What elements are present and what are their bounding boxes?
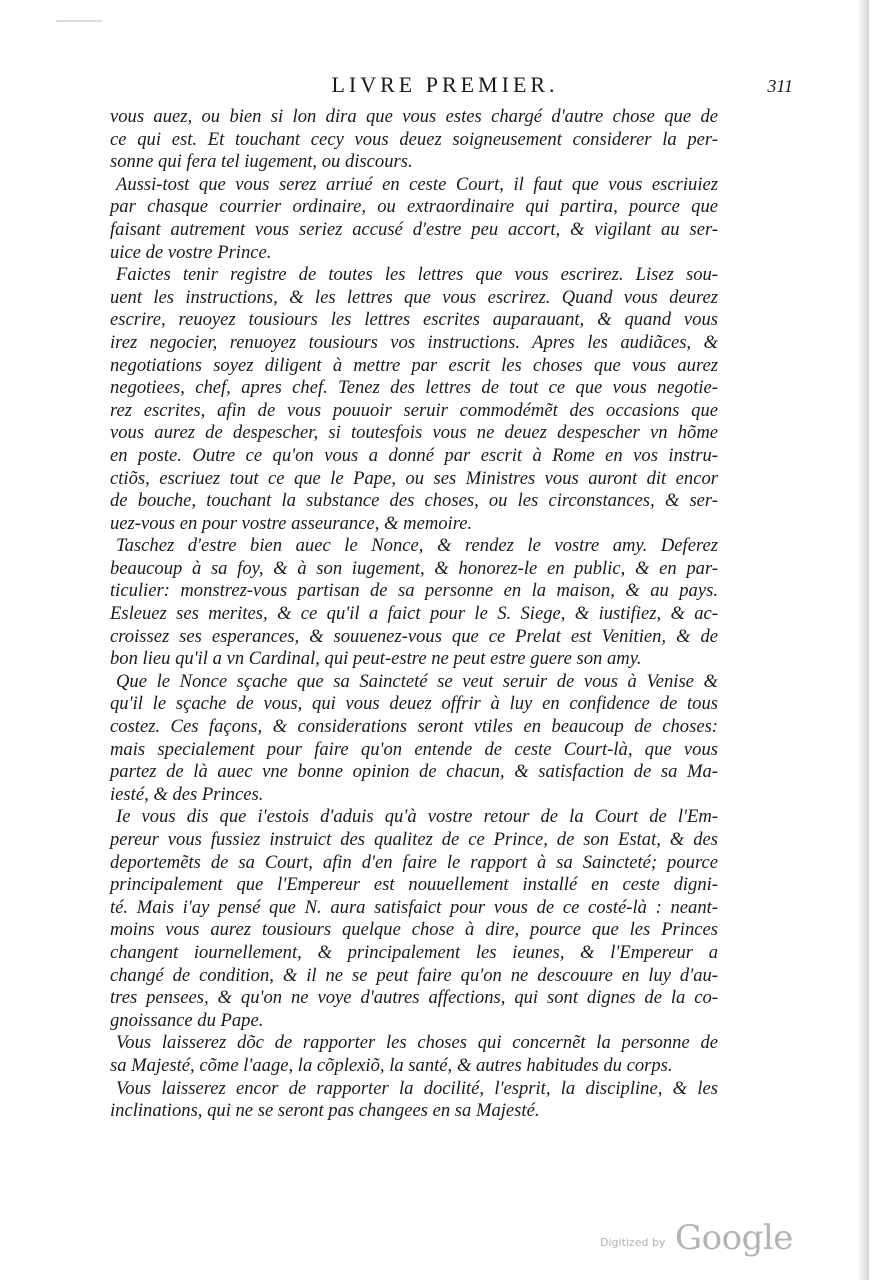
text-line: principalement que l'Empereur est nouuellement installé en ceste digni- bbox=[110, 874, 718, 896]
text-line: deportemẽts de sa Court, afin d'en faire le rapport à sa Saincteté; pource bbox=[110, 851, 718, 873]
text-line: inclinations, qui ne se seront pas changees en sa Majesté. bbox=[110, 1100, 540, 1122]
page-number: 311 bbox=[767, 76, 793, 96]
paragraph bbox=[110, 174, 718, 264]
digitization-watermark bbox=[600, 1218, 800, 1258]
paragraph bbox=[110, 535, 718, 671]
text-line: Vous laisserez dõc de rapporter les choses qui concernẽt la personne de bbox=[116, 1032, 718, 1054]
text-line: negotiees, chef, apres chef. Tenez des lettres de tout ce que vous negotie- bbox=[110, 377, 718, 399]
corner-mark bbox=[56, 0, 115, 22]
page-edge-shadow bbox=[857, 0, 869, 1280]
text-line: qu'il le sçache de vous, qui vous deuez offrir à luy en confidence de tous bbox=[110, 693, 718, 715]
text-line: ctiõs, escriuez tout ce que le Pape, ou ses Ministres vous auront dit encor bbox=[110, 467, 718, 489]
text-line: ticulier: monstrez-vous partisan de sa personne en la maison, & au pays. bbox=[110, 580, 718, 602]
text-line: changé de condition, & il ne se peut faire qu'on ne descouure en luy d'au- bbox=[110, 964, 718, 986]
text-line: uice de vostre Prince. bbox=[110, 241, 272, 263]
text-line: uent les instructions, & les lettres que vous escrirez. Quand vous deurez bbox=[110, 286, 718, 308]
text-line: té. Mais i'ay pensé que N. aura satisfaict pour vous de ce costé-là : neant- bbox=[110, 896, 718, 918]
text-line: sonne qui fera tel iugement, ou discours. bbox=[110, 151, 413, 173]
text-line: Que le Nonce sçache que sa Saincteté se veut seruir de vous à Venise & bbox=[116, 670, 718, 692]
text-line: ce qui est. Et touchant cecy vous deuez soigneusement considerer la per- bbox=[110, 128, 718, 150]
text-line: gnoissance du Pape. bbox=[110, 1009, 264, 1031]
running-head: LIVRE PREMIER. bbox=[331, 72, 559, 97]
paragraph bbox=[110, 106, 718, 174]
paragraph bbox=[110, 264, 718, 535]
text-line: irez negocier, renuoyez tousiours vos instructions. Apres les audiãces, & bbox=[110, 331, 718, 353]
text-line: uez-vous en pour vostre asseurance, & memoire. bbox=[110, 512, 473, 534]
text-line: Faictes tenir registre de toutes les lettres que vous escrirez. Lisez sou- bbox=[116, 264, 718, 286]
paragraph bbox=[110, 1032, 718, 1077]
text-line: tres pensees, & qu'on ne voye d'autres affections, qui sont dignes de la co- bbox=[110, 987, 718, 1009]
text-line: negotiations soyez diligent à mettre par escrit les choses que vous aurez bbox=[110, 354, 718, 376]
text-line: changent iournellement, & principalement les ieunes, & l'Empereur a bbox=[110, 941, 718, 963]
text-line: vous aurez de despescher, si toutesfois vous ne deuez despescher vn hõme bbox=[110, 422, 718, 444]
text-line: pereur vous fussiez instruict des qualitez de ce Prince, de son Estat, & des bbox=[110, 829, 718, 850]
body-text bbox=[110, 106, 718, 1123]
text-line: sa Majesté, cõme l'aage, la cõplexiõ, la santé, & autres habitudes du corps. bbox=[110, 1054, 673, 1076]
text-line: iesté, & des Princes. bbox=[110, 783, 264, 805]
text-line: vous auez, ou bien si lon dira que vous estes chargé d'autre chose que de bbox=[110, 106, 718, 127]
text-line: Ie vous dis que i'estois d'aduis qu'à vostre retour de la Court de l'Em- bbox=[116, 806, 718, 828]
paragraph bbox=[110, 806, 718, 1032]
google-watermark: Google bbox=[675, 1218, 793, 1258]
text-line: de bouche, touchant la substance des choses, ou les circonstances, & ser- bbox=[110, 490, 718, 512]
text-line: costez. Ces façons, & considerations seront vtiles en beaucoup de choses: bbox=[110, 716, 718, 738]
text-line: mais specialement pour faire qu'on entende de ceste Court-là, que vous bbox=[110, 738, 718, 760]
paragraph bbox=[110, 1078, 718, 1123]
text-line: faisant autrement vous seriez accusé d'estre peu accort, & vigilant au ser- bbox=[110, 218, 718, 240]
text-line: Aussi-tost que vous serez arriué en ceste Court, il faut que vous escriuiez bbox=[116, 173, 718, 195]
digitized-by-label: Digitized by bbox=[600, 1236, 666, 1249]
text-line: bon lieu qu'il a vn Cardinal, qui peut-estre ne peut estre guere son amy. bbox=[110, 648, 642, 670]
page-header bbox=[105, 72, 793, 102]
text-line: croissez ses esperances, & souuenez-vous que ce Prelat est Venitien, & de bbox=[110, 625, 718, 647]
text-line: moins vous aurez tousiours quelque chose à dire, pource que les Princes bbox=[110, 919, 718, 941]
text-line: par chasque courrier ordinaire, ou extraordinaire qui partira, pource que bbox=[110, 196, 718, 218]
text-line: escrire, reuoyez tousiours les lettres escrites auparauant, & quand vous bbox=[110, 309, 718, 331]
paragraph bbox=[110, 671, 718, 807]
text-line: en poste. Outre ce qu'on vous a donné par escrit à Rome en vos instru- bbox=[110, 444, 718, 466]
text-line: partez de là auec vne bonne opinion de chacun, & satisfaction de sa Ma- bbox=[110, 761, 718, 783]
text-line: rez escrites, afin de vous pouuoir seruir commodémẽt des occasions que bbox=[110, 399, 718, 421]
text-line: Taschez d'estre bien auec le Nonce, & rendez le vostre amy. Deferez bbox=[116, 535, 718, 557]
text-line: beaucoup à sa foy, & à son iugement, & honorez-le en public, & en par- bbox=[110, 557, 718, 579]
text-line: Esleuez ses merites, & ce qu'il a faict pour le S. Siege, & iustifiez, & ac- bbox=[110, 603, 718, 625]
text-line: Vous laisserez encor de rapporter la docilité, l'esprit, la discipline, & les bbox=[116, 1077, 718, 1099]
